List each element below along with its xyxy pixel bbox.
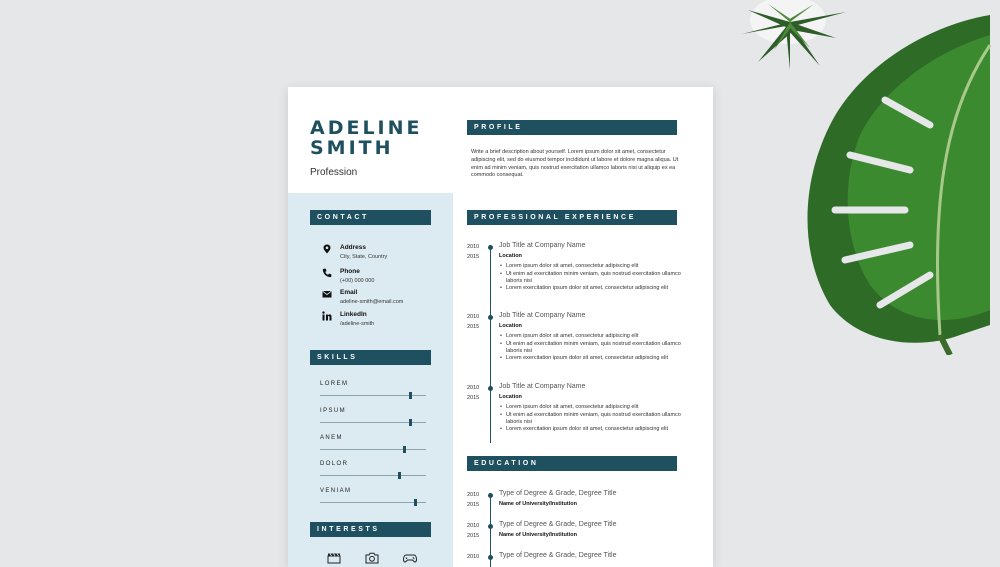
bullet-item: • Ut enim ad exercitation minim veniam, quis nostrud exercitation ullamco laboris nisi (506, 271, 686, 285)
timeline-dot (488, 555, 493, 560)
skill-label: DOLOR (320, 461, 349, 467)
location-pin-icon (322, 244, 332, 254)
institution-name: Name of University/Institution (499, 532, 577, 538)
bullet-item: • Lorem exercitation ipsum dolor sit amet, consectetur adipiscing elit (506, 285, 686, 292)
skill-level-marker (403, 446, 406, 453)
skill-level-marker (414, 499, 417, 506)
skill-track (320, 449, 426, 450)
contact-label: Phone (340, 268, 360, 275)
experience-timeline (490, 245, 491, 443)
job-title: Job Title at Company Name (499, 312, 586, 319)
institution-name: Name of University/Institution (499, 501, 577, 507)
job-location: Location (499, 394, 522, 400)
end-year: 2015 (467, 395, 480, 401)
start-year: 2010 (467, 554, 480, 560)
camera-icon (365, 552, 379, 564)
controller-icon (403, 552, 417, 564)
end-year: 2015 (467, 254, 480, 260)
experience-heading: PROFESSIONAL EXPERIENCE (467, 210, 677, 225)
skills-heading: SKILLS (310, 350, 431, 365)
job-bullets (500, 404, 686, 434)
contact-heading: CONTACT (310, 210, 431, 225)
name-last: SMITH (310, 137, 394, 159)
job-title: Job Title at Company Name (499, 383, 586, 390)
end-year: 2015 (467, 324, 480, 330)
skill-label: ANEM (320, 435, 343, 441)
contact-label: Email (340, 289, 358, 296)
skill-label: LOREM (320, 381, 349, 387)
timeline-dot (488, 245, 493, 250)
skill-track (320, 475, 426, 476)
bullet-item: • Ut enim ad exercitation minim veniam, quis nostrud exercitation ullamco laboris nisi (506, 341, 686, 355)
contact-value: City, State, Country (340, 254, 388, 260)
skill-label: VENIAM (320, 488, 352, 494)
contact-label: Address (340, 244, 367, 251)
start-year: 2010 (467, 385, 480, 391)
interests-heading: INTERESTS (310, 522, 431, 537)
profile-text: Write a brief description about yourself. Lorem ipsum dolor sit amet, consectetur adipiscing elit, sed do eiusmod tempor incididunt ut labore et dolore magna aliqua. Ut enim ad minim veniam, quis nostrud exercitation ullamco laboris nisi ut aliquip ex ea commodo consequat. (471, 149, 679, 179)
linkedin-icon (322, 311, 332, 321)
contact-label: LinkedIn (340, 311, 367, 318)
start-year: 2010 (467, 492, 480, 498)
clapperboard-icon (327, 552, 341, 564)
contact-value: (+00) 000 000 (340, 278, 375, 284)
profile-heading: PROFILE (467, 120, 677, 135)
name-first: ADELINE (310, 117, 423, 139)
timeline-dot (488, 524, 493, 529)
job-bullets (500, 333, 686, 363)
job-bullets (500, 263, 686, 293)
bullet-item: • Lorem ipsum dolor sit amet, consectetur adipiscing elit (506, 333, 686, 340)
skill-label: IPSUM (320, 408, 347, 414)
education-heading: EDUCATION (467, 456, 677, 471)
job-title: Job Title at Company Name (499, 242, 586, 249)
degree-title: Type of Degree & Grade, Degree Title (499, 521, 617, 528)
start-year: 2010 (467, 314, 480, 320)
monstera-leaf-image (790, 5, 1000, 355)
bullet-item: • Lorem exercitation ipsum dolor sit amet, consectetur adipiscing elit (506, 426, 686, 433)
profession-title: Profession (310, 167, 358, 178)
job-location: Location (499, 253, 522, 259)
start-year: 2010 (467, 523, 480, 529)
resume-page (288, 87, 713, 567)
end-year: 2015 (467, 502, 480, 508)
contact-value: /adeline-smith (340, 321, 375, 327)
skill-track (320, 502, 426, 503)
timeline-dot (488, 493, 493, 498)
timeline-dot (488, 315, 493, 320)
bullet-item: • Lorem ipsum dolor sit amet, consectetur adipiscing elit (506, 263, 686, 270)
degree-title: Type of Degree & Grade, Degree Title (499, 552, 617, 559)
resume-sidebar (288, 193, 453, 567)
skill-level-marker (398, 472, 401, 479)
bullet-item: • Lorem ipsum dolor sit amet, consectetur adipiscing elit (506, 404, 686, 411)
bullet-item: • Lorem exercitation ipsum dolor sit amet, consectetur adipiscing elit (506, 355, 686, 362)
timeline-dot (488, 386, 493, 391)
contact-value: adeline-smith@email.com (340, 299, 404, 305)
end-year: 2015 (467, 533, 480, 539)
job-location: Location (499, 323, 522, 329)
skill-level-marker (409, 419, 412, 426)
resume-name (310, 118, 423, 158)
skill-level-marker (409, 392, 412, 399)
degree-title: Type of Degree & Grade, Degree Title (499, 490, 617, 497)
envelope-icon (322, 289, 332, 299)
phone-icon (322, 268, 332, 278)
start-year: 2010 (467, 244, 480, 250)
bullet-item: • Ut enim ad exercitation minim veniam, quis nostrud exercitation ullamco laboris nisi (506, 412, 686, 426)
